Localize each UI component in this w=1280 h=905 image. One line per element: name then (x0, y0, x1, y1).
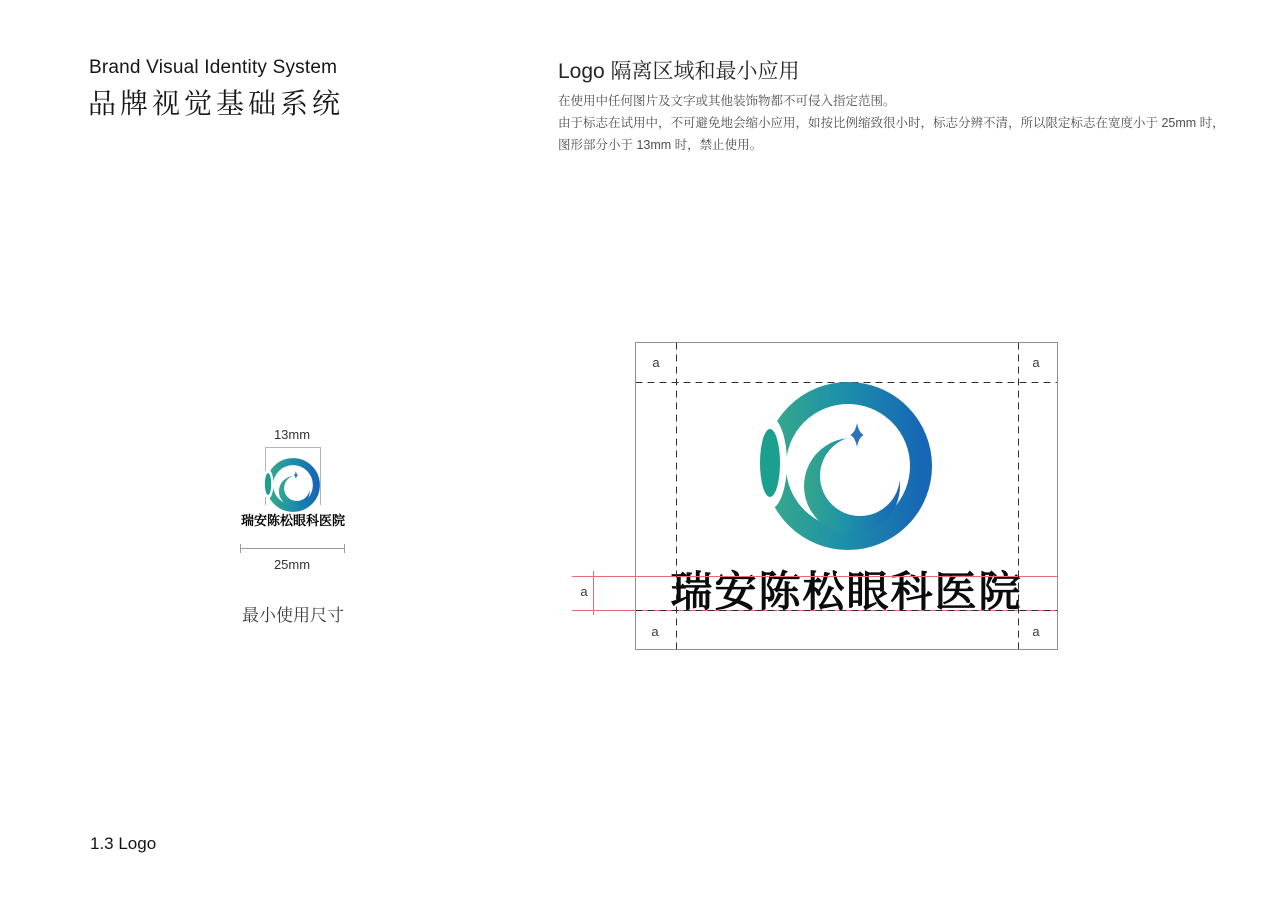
measure-line (240, 548, 345, 549)
logotype-small: 瑞安陈松眼科医院 (240, 513, 345, 528)
section-body-line: 图形部分小于 13mm 时，禁止使用。 (558, 138, 763, 152)
eye-logo-mark-large (748, 366, 948, 566)
eye-logo-mark-small (261, 453, 325, 517)
logo-width-label: 25mm (273, 557, 311, 572)
page-title-en: Brand Visual Identity System (89, 57, 338, 78)
margin-label-bottom-left: a (651, 624, 659, 639)
section-body-line: 在使用中任何图片及文字或其他装饰物都不可侵入指定范围。 (558, 94, 896, 108)
margin-label-left-outside: a (580, 584, 588, 599)
logotype-large: 瑞安陈松眼科医院 (670, 568, 1023, 615)
measure-tick-right (344, 544, 345, 553)
margin-label-bottom-right: a (1032, 624, 1040, 639)
page-title-cn: 品牌视觉基础系统 (88, 88, 345, 119)
graphic-width-label: 13mm (273, 427, 311, 442)
section-body-line: 由于标志在试用中，不可避免地会缩小应用，如按比例缩致很小时，标志分辨不清，所以限定标志在宽度小于 25mm 时， (558, 116, 1225, 130)
section-number: 1.3 Logo (90, 834, 157, 853)
margin-label-top-right: a (1032, 355, 1040, 370)
section-body (558, 90, 1225, 156)
measure-tick-left (240, 544, 241, 553)
min-size-caption: 最小使用尺寸 (242, 606, 344, 625)
section-title: Logo 隔离区域和最小应用 (558, 60, 800, 83)
margin-label-top-left: a (652, 355, 660, 370)
